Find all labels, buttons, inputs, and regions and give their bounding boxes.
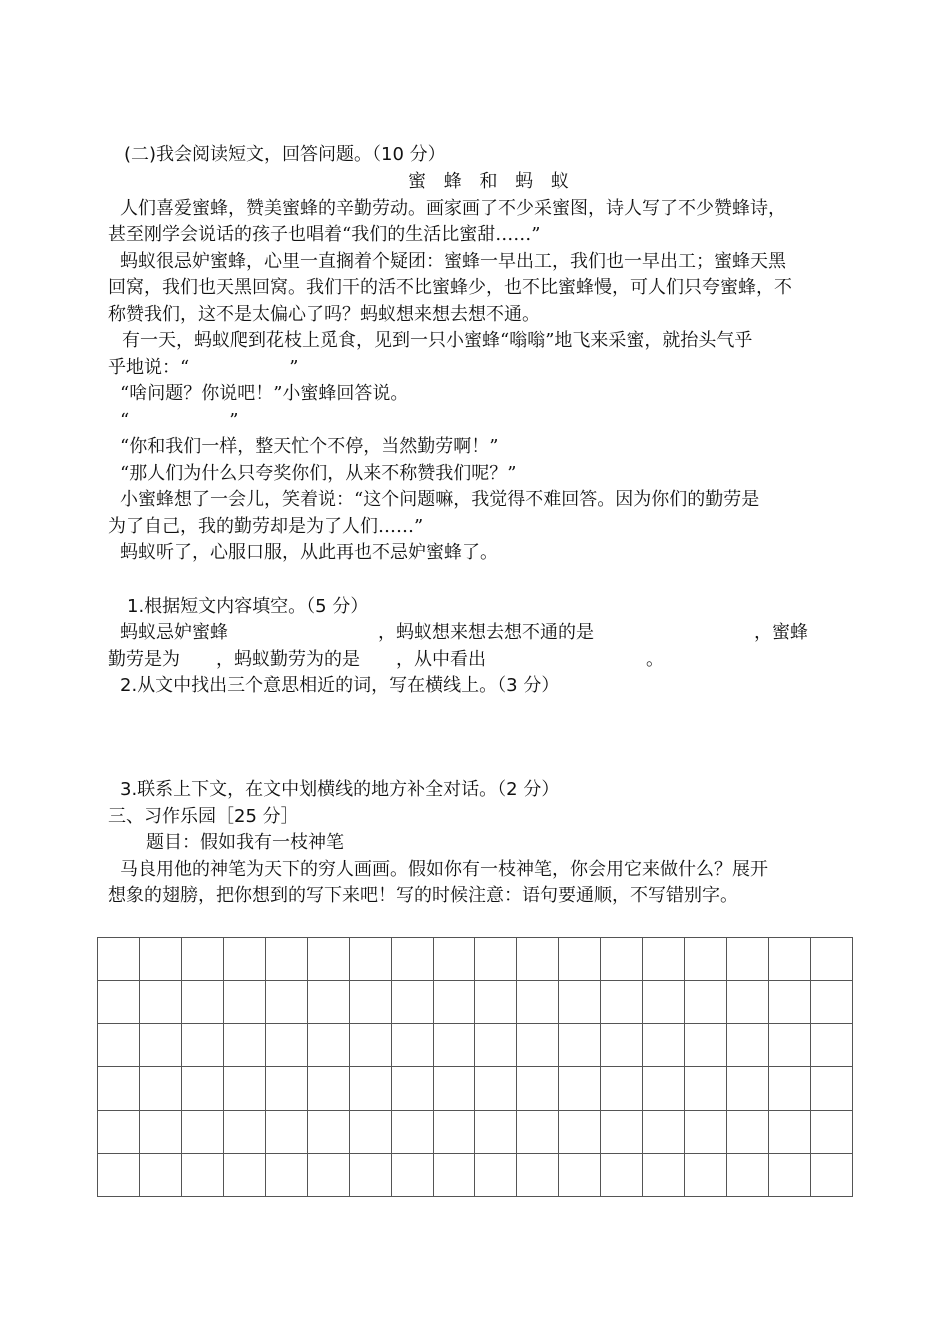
grid-cell[interactable] — [517, 981, 559, 1024]
grid-cell[interactable] — [643, 1153, 685, 1196]
grid-cell[interactable] — [559, 1067, 601, 1110]
paragraph-line: “啥问题？你说吧！”小蜜蜂回答说。 — [120, 383, 409, 404]
grid-cell[interactable] — [139, 1024, 181, 1067]
grid-cell[interactable] — [810, 1153, 852, 1196]
paragraph-line: 甚至刚学会说话的孩子也唱着“我们的生活比蜜甜……” — [108, 224, 541, 245]
grid-cell[interactable] — [517, 938, 559, 981]
paragraph-line: 蚂蚁听了，心服口服，从此再也不忌妒蜜蜂了。 — [120, 542, 498, 563]
grid-cell[interactable] — [391, 1067, 433, 1110]
grid-cell[interactable] — [601, 938, 643, 981]
grid-cell[interactable] — [223, 1024, 265, 1067]
grid-cell[interactable] — [223, 938, 265, 981]
grid-cell[interactable] — [559, 1153, 601, 1196]
grid-cell[interactable] — [139, 981, 181, 1024]
grid-cell[interactable] — [475, 1024, 517, 1067]
grid-cell[interactable] — [349, 1110, 391, 1153]
story-title: 蜜 蜂 和 蚂 蚁 — [408, 171, 575, 192]
grid-cell[interactable] — [139, 1110, 181, 1153]
grid-cell[interactable] — [98, 1067, 140, 1110]
dialogue-close: ” — [289, 357, 299, 378]
grid-cell[interactable] — [769, 981, 811, 1024]
grid-cell[interactable] — [475, 1153, 517, 1196]
grid-cell[interactable] — [433, 1067, 475, 1110]
q1-heading: 1.根据短文内容填空。（5 分） — [127, 596, 369, 617]
grid-cell[interactable] — [643, 1067, 685, 1110]
grid-cell[interactable] — [810, 981, 852, 1024]
grid-cell[interactable] — [139, 1153, 181, 1196]
section2-heading: (二)我会阅读短文，回答问题。（10 分） — [124, 144, 446, 165]
essay-prompt-line: 想象的翅膀，把你想到的写下来吧！写的时候注意：语句要通顺，不写错别字。 — [108, 885, 738, 906]
q2-heading: 2.从文中找出三个意思相近的词，写在横线上。（3 分） — [120, 675, 560, 696]
writing-grid[interactable] — [97, 937, 853, 1197]
grid-cell[interactable] — [391, 1153, 433, 1196]
grid-cell[interactable] — [559, 938, 601, 981]
grid-cell[interactable] — [349, 981, 391, 1024]
grid-cell[interactable] — [685, 1067, 727, 1110]
grid-cell[interactable] — [643, 1110, 685, 1153]
grid-cell[interactable] — [810, 938, 852, 981]
grid-row — [98, 1024, 853, 1067]
paragraph-line — [108, 355, 848, 381]
grid-cell[interactable] — [391, 1110, 433, 1153]
grid-cell[interactable] — [643, 938, 685, 981]
grid-cell[interactable] — [727, 1024, 769, 1067]
grid-cell[interactable] — [265, 1153, 307, 1196]
paragraph-line: 回窝，我们也天黑回窝。我们干的活不比蜜蜂少，也不比蜜蜂慢，可人们只夸蜜蜂，不 — [108, 277, 792, 298]
grid-cell[interactable] — [265, 938, 307, 981]
grid-cell[interactable] — [98, 1024, 140, 1067]
grid-cell[interactable] — [769, 1067, 811, 1110]
grid-cell[interactable] — [307, 1067, 349, 1110]
section3-heading: 三、习作乐园［25 分］ — [108, 806, 299, 827]
grid-cell[interactable] — [643, 981, 685, 1024]
grid-cell[interactable] — [433, 1024, 475, 1067]
grid-cell[interactable] — [223, 981, 265, 1024]
grid-row — [98, 1153, 853, 1196]
paragraph-line: 小蜜蜂想了一会儿，笑着说：“这个问题嘛，我觉得不难回答。因为你们的勤劳是 — [120, 489, 760, 510]
q3-heading: 3.联系上下文，在文中划横线的地方补全对话。（2 分） — [120, 779, 560, 800]
paragraph-line: “你和我们一样，整天忙个不停，当然勤劳啊！” — [120, 436, 499, 457]
dialogue-close: ” — [229, 410, 239, 431]
grid-cell[interactable] — [391, 1024, 433, 1067]
essay-topic: 题目：假如我有一枝神笔 — [146, 832, 344, 853]
grid-cell[interactable] — [685, 1110, 727, 1153]
grid-row — [98, 938, 853, 981]
grid-cell[interactable] — [98, 1110, 140, 1153]
grid-cell[interactable] — [727, 1067, 769, 1110]
grid-cell[interactable] — [559, 1110, 601, 1153]
grid-cell[interactable] — [685, 1153, 727, 1196]
grid-cell[interactable] — [181, 1067, 223, 1110]
dialogue-open: 乎地说：“ — [108, 357, 190, 378]
grid-cell[interactable] — [181, 1110, 223, 1153]
grid-cell[interactable] — [475, 981, 517, 1024]
grid-cell[interactable] — [265, 1067, 307, 1110]
grid-cell[interactable] — [433, 1153, 475, 1196]
grid-cell[interactable] — [307, 1153, 349, 1196]
grid-cell[interactable] — [559, 981, 601, 1024]
grid-cell[interactable] — [181, 1153, 223, 1196]
grid-cell[interactable] — [433, 1110, 475, 1153]
grid-cell[interactable] — [769, 938, 811, 981]
grid-cell[interactable] — [475, 1110, 517, 1153]
grid-cell[interactable] — [685, 981, 727, 1024]
grid-cell[interactable] — [349, 1153, 391, 1196]
grid-cell[interactable] — [810, 1110, 852, 1153]
grid-cell[interactable] — [727, 1153, 769, 1196]
grid-cell[interactable] — [98, 1153, 140, 1196]
grid-row — [98, 981, 853, 1024]
grid-cell[interactable] — [517, 1153, 559, 1196]
grid-cell[interactable] — [810, 1067, 852, 1110]
grid-cell[interactable] — [265, 1024, 307, 1067]
grid-cell[interactable] — [433, 981, 475, 1024]
paragraph-line: 称赞我们，这不是太偏心了吗？蚂蚁想来想去想不通。 — [108, 304, 540, 325]
grid-cell[interactable] — [265, 981, 307, 1024]
grid-cell[interactable] — [601, 981, 643, 1024]
grid-cell[interactable] — [223, 1067, 265, 1110]
grid-cell[interactable] — [223, 1110, 265, 1153]
grid-cell[interactable] — [727, 938, 769, 981]
grid-cell[interactable] — [307, 981, 349, 1024]
grid-cell[interactable] — [475, 938, 517, 981]
dialogue-open: “ — [120, 410, 130, 431]
grid-cell[interactable] — [517, 1024, 559, 1067]
grid-cell[interactable] — [559, 1024, 601, 1067]
paragraph-line: 为了自己，我的勤劳却是为了人们……” — [108, 516, 424, 537]
essay-prompt-line: 马良用他的神笔为天下的穷人画画。假如你有一枝神笔，你会用它来做什么？展开 — [120, 859, 768, 880]
q1-fill-line: 蚂蚁忌妒蜜蜂 ，蚂蚁想来想去想不通的是 ，蜜蜂 — [120, 622, 808, 643]
grid-row — [98, 1110, 853, 1153]
paragraph-line: 人们喜爱蜜蜂，赞美蜜蜂的辛勤劳动。画家画了不少采蜜图，诗人写了不少赞蜂诗， — [120, 198, 786, 219]
grid-cell[interactable] — [307, 1024, 349, 1067]
q1-fill-line: 勤劳是为 ，蚂蚁勤劳为的是 ，从中看出 。 — [108, 649, 664, 670]
paragraph-line — [120, 408, 860, 434]
grid-cell[interactable] — [307, 938, 349, 981]
grid-cell[interactable] — [601, 1110, 643, 1153]
grid-cell[interactable] — [391, 938, 433, 981]
grid-cell[interactable] — [601, 1067, 643, 1110]
grid-cell[interactable] — [517, 1110, 559, 1153]
paragraph-line: 蚂蚁很忌妒蜜蜂，心里一直搁着个疑团：蜜蜂一早出工，我们也一早出工；蜜蜂天黑 — [120, 251, 786, 272]
grid-cell[interactable] — [98, 938, 140, 981]
grid-cell[interactable] — [181, 981, 223, 1024]
grid-cell[interactable] — [349, 938, 391, 981]
grid-cell[interactable] — [517, 1067, 559, 1110]
grid-cell[interactable] — [685, 938, 727, 981]
paragraph-line: “那人们为什么只夸奖你们，从来不称赞我们呢？” — [120, 463, 517, 484]
grid-cell[interactable] — [349, 1067, 391, 1110]
grid-cell[interactable] — [601, 1153, 643, 1196]
grid-cell[interactable] — [98, 981, 140, 1024]
grid-cell[interactable] — [181, 938, 223, 981]
grid-cell[interactable] — [475, 1067, 517, 1110]
paragraph-line: 有一天，蚂蚁爬到花枝上觅食，见到一只小蜜蜂“嗡嗡”地飞来采蜜，就抬头气乎 — [122, 330, 753, 351]
grid-cell[interactable] — [433, 938, 475, 981]
grid-cell[interactable] — [727, 1110, 769, 1153]
grid-cell[interactable] — [810, 1024, 852, 1067]
grid-cell[interactable] — [139, 1067, 181, 1110]
grid-cell[interactable] — [685, 1024, 727, 1067]
grid-cell[interactable] — [139, 938, 181, 981]
grid-cell[interactable] — [769, 1153, 811, 1196]
grid-cell[interactable] — [601, 1024, 643, 1067]
grid-cell[interactable] — [391, 981, 433, 1024]
grid-cell[interactable] — [223, 1153, 265, 1196]
grid-cell[interactable] — [769, 1110, 811, 1153]
grid-cell[interactable] — [349, 1024, 391, 1067]
grid-cell[interactable] — [643, 1024, 685, 1067]
grid-row — [98, 1067, 853, 1110]
grid-cell[interactable] — [727, 981, 769, 1024]
grid-cell[interactable] — [769, 1024, 811, 1067]
grid-cell[interactable] — [307, 1110, 349, 1153]
grid-cell[interactable] — [265, 1110, 307, 1153]
grid-cell[interactable] — [181, 1024, 223, 1067]
